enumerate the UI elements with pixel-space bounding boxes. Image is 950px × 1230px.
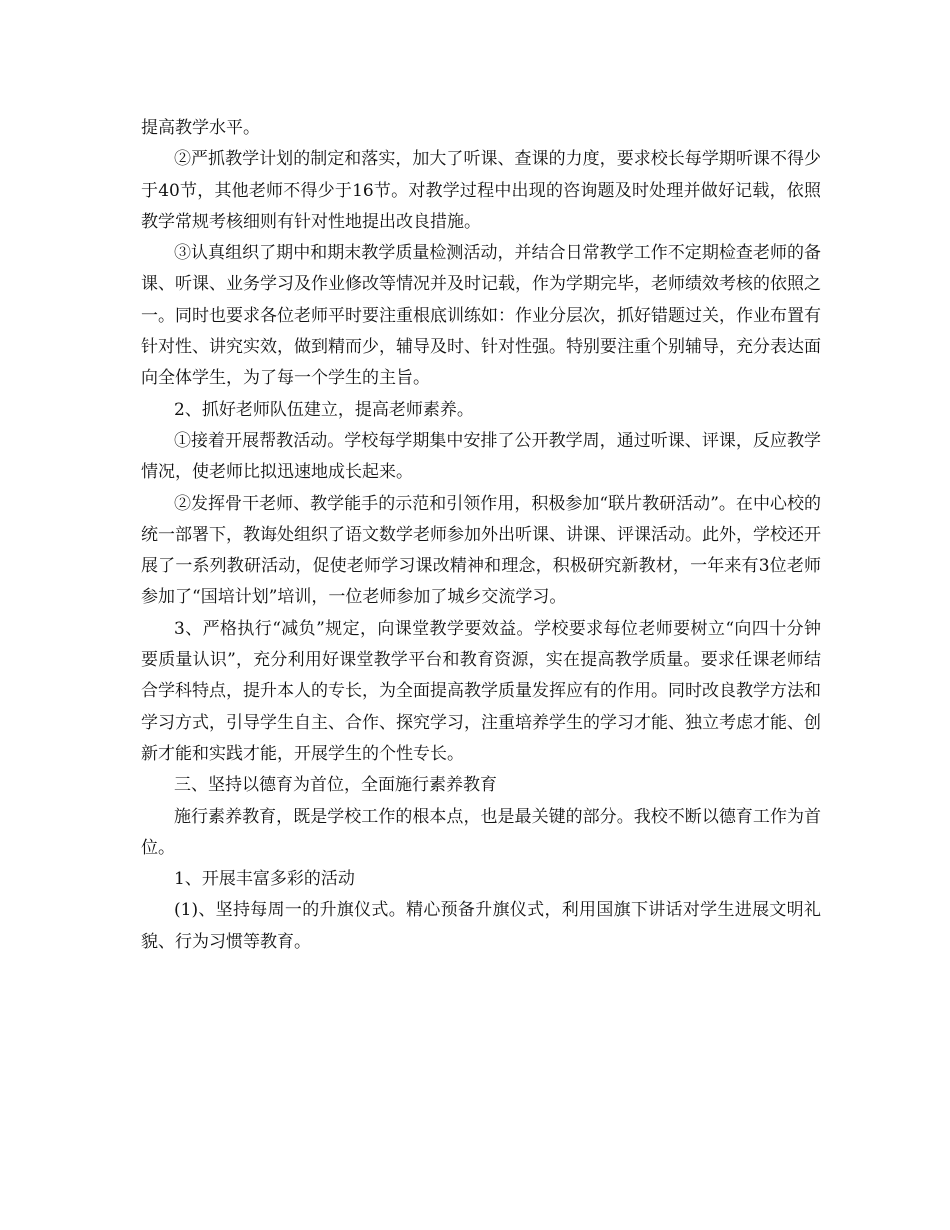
paragraph: ②发挥骨干老师、教学能手的示范和引领作用，积极参加“联片教研活动”。在中心校的统一部署下，教诲处组织了语文数学老师参加外出听课、讲课、评课活动。此外，学校还开展了一系列教研活动，促使老师学习课改精神和理念，积极研究新教材，一年来有3位老师参加了“国培计划”培训，一位老师参加了城乡交流学习。 [141,493,821,608]
section-heading: 三、坚持以德育为首位，全面施行素养教育 [174,775,497,796]
paragraph: 3、严格执行“减负”规定，向课堂教学要效益。学校要求每位老师要树立“向四十分钟要质量认识”，充分利用好课堂教学平台和教育资源，实在提高教学质量。要求任课老师结合学科特点，提升本人的专长，为全面提高教学质量发挥应有的作用。同时改良教学方法和学习方式，引导学生自主、合作、探究学习，注重培养学生的学习才能、独立考虑才能、创新才能和实践才能，开展学生的个性专长。 [141,618,821,764]
section-heading: 2、抓好老师队伍建立，提高老师素养。 [174,399,474,420]
paragraph: 提高教学水平。 [141,118,260,138]
paragraph: ①接着开展帮教活动。学校每学期集中安排了公开教学周，通过听课、评课，反应教学情况，使老师比拟迅速地成长起来。 [141,430,821,483]
document-body [141,113,821,958]
paragraph: (1)、坚持每周一的升旗仪式。精心预备升旗仪式，利用国旗下讲话对学生进展文明礼貌、行为习惯等教育。 [141,900,821,952]
paragraph: ②严抓教学计划的制定和落实，加大了听课、查课的力度，要求校长每学期听课不得少于40节，其他老师不得少于16节。对教学过程中出现的咨询题及时处理并做好记载，依照教学常规考核细则有针对性地提出改良措施。 [141,149,821,232]
paragraph: ③认真组织了期中和期末教学质量检测活动，并结合日常教学工作不定期检查老师的备课、听课、业务学习及作业修改等情况并及时记载，作为学期完毕，老师绩效考核的依照之一。同时也要求各位老师平时要注重根底训练如：作业分层次，抓好错题过关，作业布置有针对性、讲究实效，做到精而少，辅导及时、针对性强。特别要注重个别辅导，充分表达面向全体学生，为了每一个学生的主旨。 [141,243,821,389]
section-heading: 1、开展丰富多彩的活动 [174,869,355,890]
paragraph: 施行素养教育，既是学校工作的根本点，也是最关键的部分。我校不断以德育工作为首位。 [141,806,821,858]
